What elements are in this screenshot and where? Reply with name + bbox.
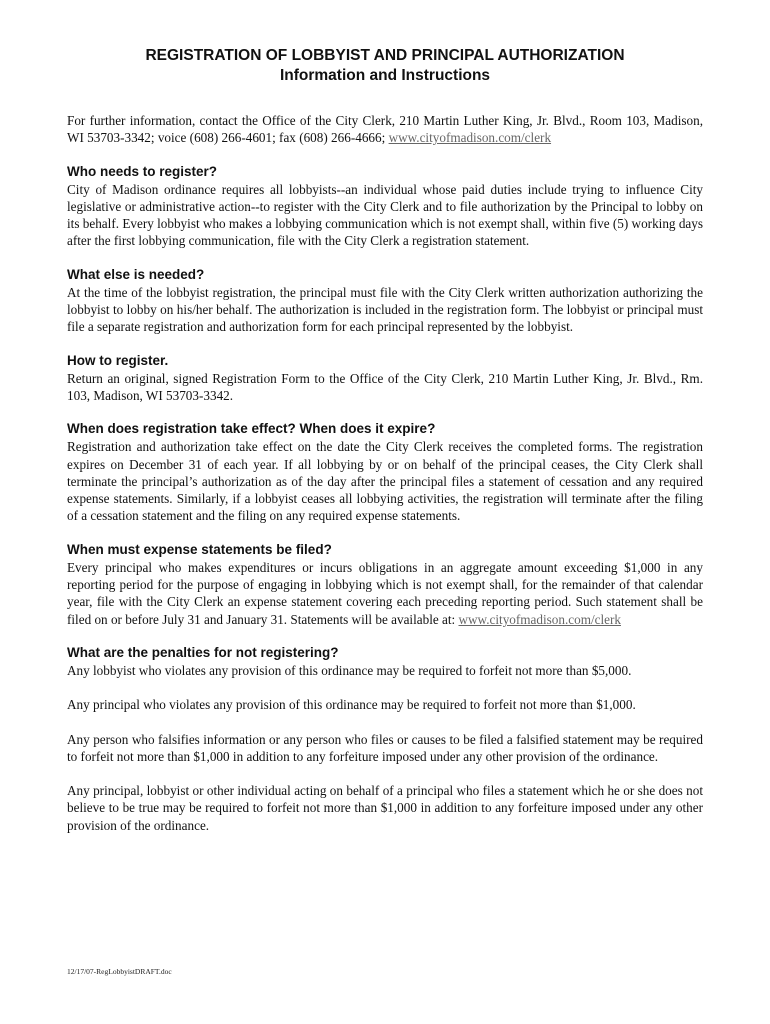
penalty-false-statement: Any principal, lobbyist or other individual acting on behalf of a principal who files a statement which he or she does not believe to be true may be required to forfeit not more than $1,000 in addition to any forfeiture imposed under any other provision of the ordinance.: [67, 783, 703, 833]
section-expense-statements: [67, 541, 703, 628]
title-line-2: Information and Instructions: [279, 67, 491, 84]
section-heading: Who needs to register?: [67, 163, 218, 179]
section-what-else-is-needed: [67, 266, 703, 336]
intro-text: For further information, contact the Office of the City Clerk, 210 Martin Luther King, Jr. Blvd., Room 103, Madison, WI 53703-3342; voice (608) 266-4601; fax (608) 266-4666;: [67, 113, 703, 146]
section-heading: When does registration take effect? When does it expire?: [67, 421, 436, 437]
section-when-effect-expire: [67, 420, 703, 524]
title-line-1: REGISTRATION OF LOBBYIST AND PRINCIPAL AUTHORIZATION: [145, 47, 625, 64]
penalty-lobbyist: Any lobbyist who violates any provision of this ordinance may be required to forfeit not more than $5,000.: [67, 662, 632, 678]
section-heading: How to register.: [67, 352, 169, 368]
section-who-needs-to-register: [67, 163, 703, 250]
section-body: At the time of the lobbyist registration, the principal must file with the City Clerk written authorization authorizing the lobbyist to lobby on his/her behalf. The authorization is included in the registration form. The lobbyist or principal must file a separate registration and authorization form for each principal represented by the lobbyist.: [67, 284, 703, 335]
document-title: [67, 46, 703, 86]
section-how-to-register: [67, 352, 703, 405]
expense-text: Every principal who makes expenditures or incurs obligations in an aggregate amount exceeding $1,000 in any reporting period for the purpose of engaging in lobbying which is not exempt shall, for the remainder of that calendar year, file with the City Clerk an expense statement covering each preceding reporting period. Such statement shall be filed on or before July 31 and January 31. Statements will be available at:: [67, 559, 703, 627]
statements-website-link[interactable]: www.cityofmadison.com/clerk: [458, 611, 621, 627]
penalty-falsify: Any person who falsifies information or any person who files or causes to be filed a falsified statement may be required to forfeit not more than $1,000 in addition to any forfeiture imposed under any other provision of the ordinance.: [67, 731, 703, 764]
penalty-principal: Any principal who violates any provision of this ordinance may be required to forfeit not more than $1,000.: [67, 697, 636, 713]
document-page: [67, 46, 703, 834]
section-heading: When must expense statements be filed?: [67, 541, 332, 557]
intro-paragraph: [67, 112, 703, 147]
section-body: City of Madison ordinance requires all lobbyists--an individual whose paid duties include trying to influence City legislative or administrative action--to register with the City Clerk and to file authorization by the Principal to lobby on its behalf. Every lobbyist who makes a lobbying communication which is not exempt shall, within five (5) working days after the first lobbying communication, file with the City Clerk a registration statement.: [67, 181, 703, 249]
clerk-website-link[interactable]: www.cityofmadison.com/clerk: [388, 130, 552, 146]
section-body: Registration and authorization take effect on the date the City Clerk receives the completed forms. The registration expires on December 31 of each year. If all lobbying by or on behalf of the principal ceases, the City Clerk shall terminate the principal’s authorization as of the day after the principal files a statement of cessation and any required expense statements. Similarly, if a lobbyist ceases all lobbying activities, the registration will terminate after the filing of a cessation statement and the filing on any required expense statements.: [67, 439, 703, 524]
section-heading: What else is needed?: [67, 266, 205, 282]
section-penalties: [67, 644, 703, 834]
section-body: [67, 559, 703, 628]
section-body: Return an original, signed Registration Form to the Office of the City Clerk, 210 Martin Luther King, Jr. Blvd., Rm. 103, Madison, WI 53703-3342.: [67, 370, 703, 403]
document-footer: 12/17/07-RegLobbyistDRAFT.doc: [67, 967, 172, 976]
section-heading: What are the penalties for not registering?: [67, 644, 339, 660]
